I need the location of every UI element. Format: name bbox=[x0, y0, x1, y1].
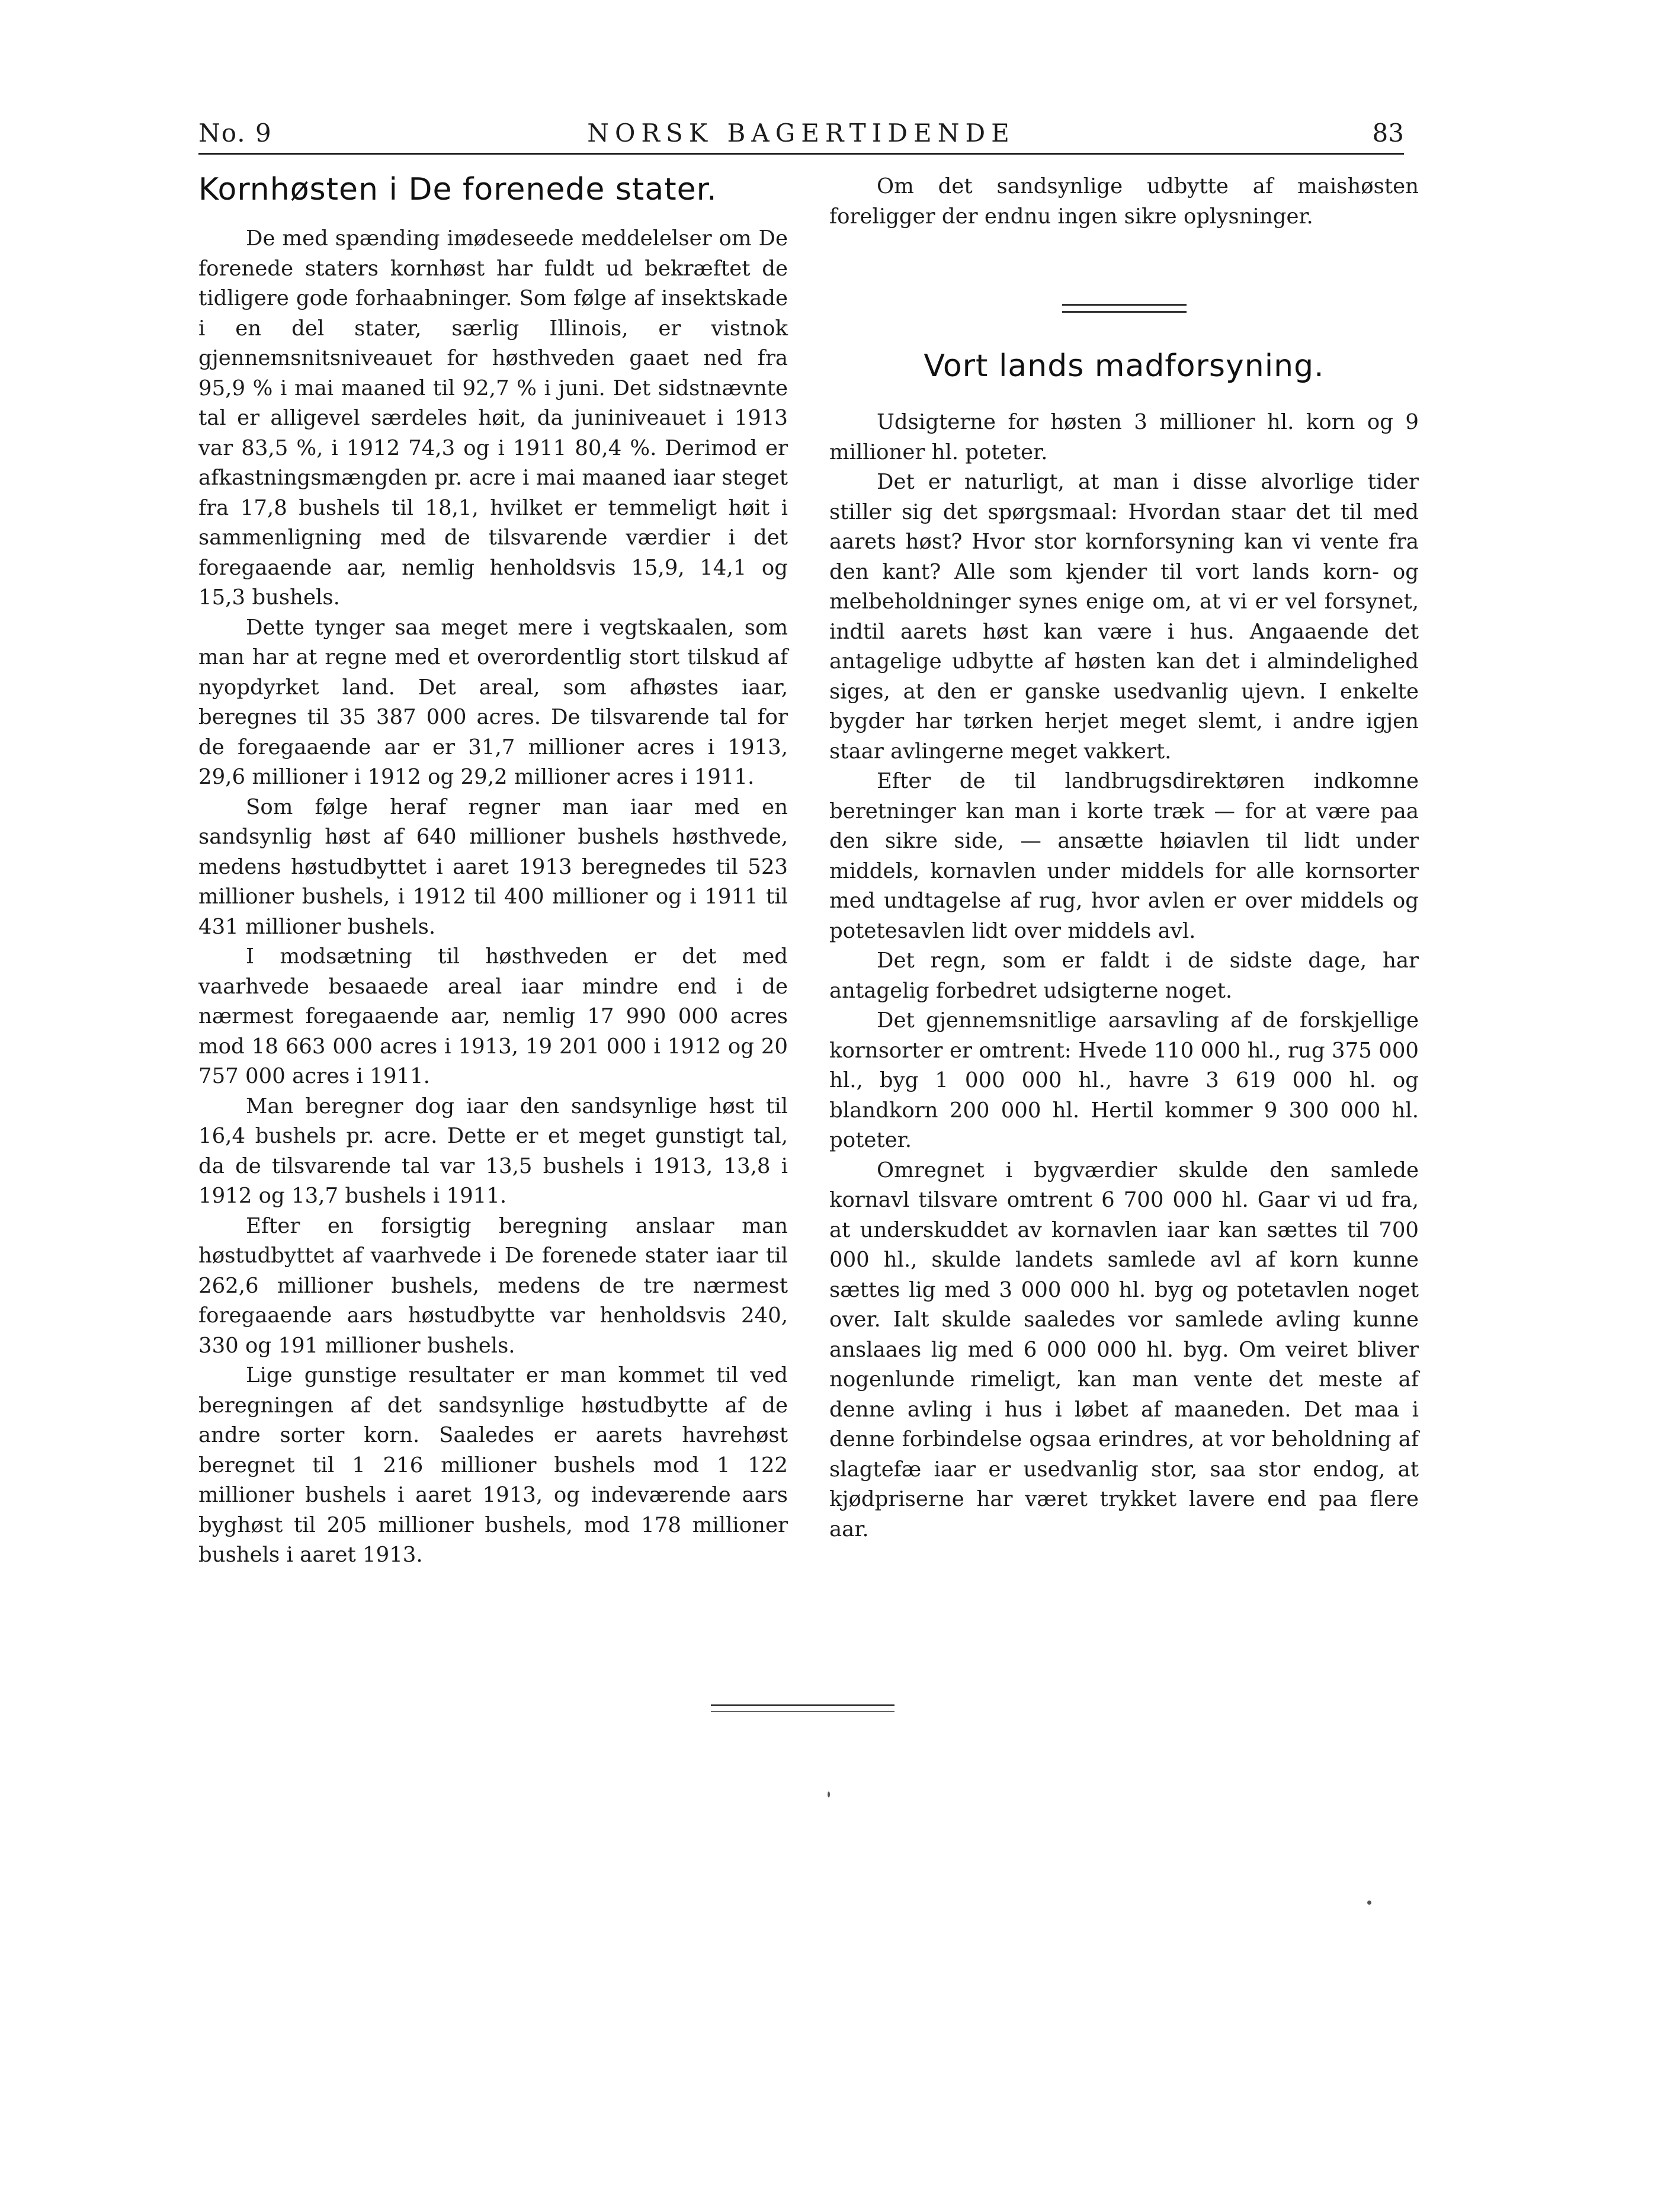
running-header bbox=[198, 118, 1404, 154]
paragraph: De med spænding imødeseede meddelelser om De forenede staters kornhøst har fuldt ud bekræftet de tidligere gode forhaabninger. Som følge af insektskade i en del stater, særlig Illinois, er vistnok gjennemsnitsniveauet for høsthveden gaaet ned fra 95,9 % i mai maaned til 92,7 % i juni. Det sidstnævnte tal er alligevel særdeles høit, da juniniveauet i 1913 var 83,5 %, i 1912 74,3 og i 1911 80,4 %. Derimod er afkastningsmængden pr. acre i mai maaned iaar steget fra 17,8 bushels til 18,1, hvilket er temmeligt høit i sammenligning med de tilsvarende værdier i det foregaaende aar, nemlig henholdsvis 15,9, 14,1 og 15,3 bushels. bbox=[198, 226, 788, 610]
paragraph: Man beregner dog iaar den sandsynlige høst til 16,4 bushels pr. acre. Dette er et meget gunstigt tal, da de tilsvarende tal var 13,5 bushels i 1913, 13,8 i 1912 og 13,7 bushels i 1911. bbox=[198, 1094, 788, 1208]
paragraph: Efter de til landbrugsdirektøren indkomne beretninger kan man i korte træk — for at være paa den sikre side, — ansætte høiavlen til lidt under middels, kornavlen under middels for alle kornsorter med undtagelse af rug, hvor avlen er over middels og potetesavlen lidt over middels avl. bbox=[829, 769, 1419, 943]
left-column bbox=[198, 172, 788, 1571]
paragraph-continued: Om det sandsynlige udbytte af maishøsten foreligger der endnu ingen sikre oplysninger. bbox=[829, 174, 1419, 229]
end-of-page-rule bbox=[711, 1704, 894, 1712]
issue-number: No. 9 bbox=[198, 118, 272, 148]
article-title-kornhosten: Kornhøsten i De forenede stater. bbox=[198, 172, 717, 207]
paragraph: Det er naturligt, at man i disse alvorlige tider stiller sig det spørgsmaal: Hvordan staar det til med aarets høst? Hvor stor kornforsyning kan vi vente fra den kant? Alle som kjender til vort lands korn- og melbeholdninger synes enige om, at vi er vel forsynet, indtil aarets høst kan være i hus. Angaaende det antagelige udbytte af høsten kan det i almindelighed siges, at den er ganske usedvanlig ujevn. I enkelte bygder har tørken herjet meget slemt, i andre igjen staar avlingerne meget vakkert. bbox=[829, 470, 1419, 764]
scan-speck bbox=[828, 1792, 830, 1797]
paragraph: Det gjennemsnitlige aarsavling af de forskjellige kornsorter er omtrent: Hvede 110 000 hl., rug 375 000 hl., byg 1 000 000 hl., havre 3 619 000 hl. og blandkorn 200 000 hl. Hertil kommer 9 300 000 hl. poteter. bbox=[829, 1008, 1419, 1152]
paragraph: Lige gunstige resultater er man kommet til ved beregningen af det sandsynlige høstudbytte af de andre sorter korn. Saaledes er aarets havrehøst beregnet til 1 216 millioner bushels mod 1 122 millioner bushels i aaret 1913, og indeværende aars byghøst til 205 millioner bushels, mod 178 millioner bushels i aaret 1913. bbox=[198, 1363, 788, 1567]
paragraph: Omregnet i bygværdier skulde den samlede kornavl tilsvare omtrent 6 700 000 hl. Gaar vi ud fra, at underskuddet av kornavlen iaar kan sættes til 700 000 hl., skulde landets samlede avl af korn kunne sættes lig med 3 000 000 hl. byg og potetavlen noget over. Ialt skulde saaledes vor samlede avling kunne anslaaes lig med 6 000 000 hl. byg. Om veiret bliver nogenlunde rimeligt, kan man vente det meste af denne avling i hus i løbet af maaneden. Det maa i denne forbindelse ogsaa erindres, at vor beholdning af slagtefæ iaar er usedvanlig stor, saa stor endog, at kjødpriserne har været trykket lavere end paa flere aar. bbox=[829, 1158, 1419, 1542]
publication-name: NORSK BAGERTIDENDE bbox=[587, 118, 1015, 148]
article-title-madforsyning: Vort lands madforsyning. bbox=[924, 348, 1325, 384]
paragraph: Dette tynger saa meget mere i vegtskaalen, som man har at regne med et overordentlig stort tilskud af nyopdyrket land. Det areal, som afhøstes iaar, beregnes til 35 387 000 acres. De tilsvarende tal for de foregaaende aar er 31,7 millioner acres i 1913, 29,6 millioner i 1912 og 29,2 millioner acres i 1911. bbox=[198, 615, 788, 789]
paragraph: Udsigterne for høsten 3 millioner hl. korn og 9 millioner hl. poteter. bbox=[829, 410, 1419, 464]
paragraph: Efter en forsigtig beregning anslaar man høstudbyttet af vaarhvede i De forenede stater iaar til 262,6 millioner bushels, medens de tre nærmest foregaaende aars høstudbytte var henholdsvis 240, 330 og 191 millioner bushels. bbox=[198, 1213, 788, 1358]
paragraph: Det regn, som er faldt i de sidste dage, har antagelig forbedret udsigterne noget. bbox=[829, 948, 1419, 1003]
section-divider bbox=[1062, 304, 1187, 313]
scan-speck bbox=[1367, 1901, 1371, 1905]
paragraph: Som følge heraf regner man iaar med en sandsynlig høst af 640 millioner bushels høsthvede, medens høstudbyttet i aaret 1913 beregnedes til 523 millioner bushels, i 1912 til 400 millioner og i 1911 til 431 millioner bushels. bbox=[198, 794, 788, 939]
paragraph: I modsætning til høsthveden er det med vaarhvede besaaede areal iaar mindre end i de nærmest foregaaende aar, nemlig 17 990 000 acres mod 18 663 000 acres i 1913, 19 201 000 i 1912 og 20 757 000 acres i 1911. bbox=[198, 944, 788, 1088]
header-rule bbox=[198, 153, 1404, 155]
page-number: 83 bbox=[1372, 118, 1404, 148]
right-column bbox=[829, 172, 1419, 1544]
